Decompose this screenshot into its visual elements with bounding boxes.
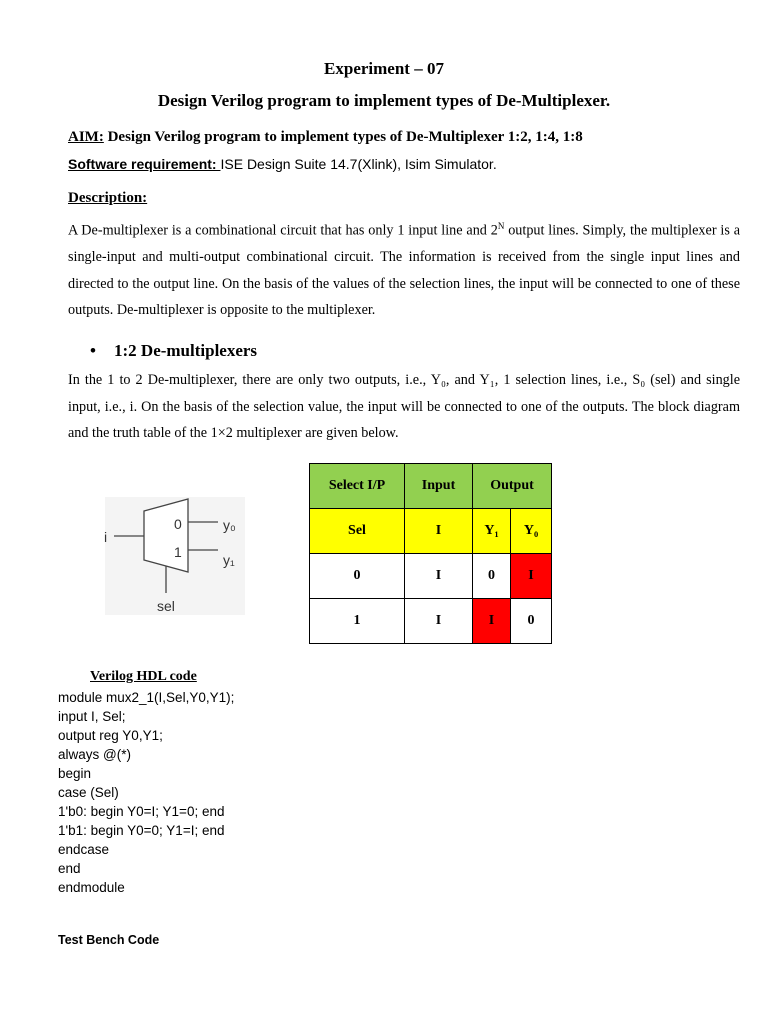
table-cell: I	[405, 554, 473, 599]
description-heading: Description:	[68, 190, 148, 206]
code-line: 1'b1: begin Y0=0; Y1=I; end	[58, 823, 225, 838]
aim-text: Design Verilog program to implement types of De-Multiplexer 1:2, 1:4, 1:8	[103, 129, 583, 145]
port-1-label: 1	[174, 544, 182, 560]
code-line: 1'b0: begin Y0=I; Y1=0; end	[58, 804, 225, 819]
description-text-1: A De-multiplexer is a combinational circuit that has only 1 input line and 2	[68, 222, 498, 239]
table-cell-highlight: I	[473, 599, 511, 644]
aim-line	[68, 129, 583, 146]
table-header-row	[310, 464, 552, 509]
description-superscript: N	[497, 221, 505, 231]
subheader-sel: Sel	[310, 509, 405, 554]
table-cell: 0	[511, 599, 552, 644]
code-line: output reg Y0,Y1;	[58, 728, 163, 743]
section-heading-text: 1:2 De-multiplexers	[114, 341, 258, 360]
port-0-label: 0	[174, 516, 182, 532]
subheader-y1: Y₁	[473, 509, 511, 554]
code-line: begin	[58, 766, 92, 781]
table-cell: I	[405, 599, 473, 644]
code-line: case (Sel)	[58, 785, 119, 800]
software-label: Software requirement:	[68, 156, 221, 172]
description-text-2: output lines. Simply, the multiplexer is a single-input and multi-output combinational circuit. The information is received from the single input lines and directed to the output line. On the basis of the values of the selection lines, the input will be connected to one of these outputs. De-multiplexer is opposite to the multiplexer.	[68, 222, 740, 319]
software-requirement	[68, 156, 497, 172]
output-1-label: y₁	[223, 552, 235, 568]
code-line: end	[58, 861, 81, 876]
table-row	[310, 599, 552, 644]
verilog-code-block	[58, 688, 234, 897]
software-text: ISE Design Suite 14.7(Xlink), Isim Simulator.	[220, 156, 497, 172]
header-output: Output	[473, 464, 552, 509]
demux-body	[144, 499, 188, 572]
code-line: input I, Sel;	[58, 709, 126, 724]
aim-label: AIM:	[68, 129, 104, 145]
table-row	[310, 554, 552, 599]
section-heading-1-2	[90, 341, 257, 361]
table-cell: 0	[473, 554, 511, 599]
verilog-heading: Verilog HDL code	[90, 669, 197, 684]
section-paragraph: In the 1 to 2 De-multiplexer, there are only two outputs, i.e., Y₀, and Y₁, 1 selection lines, i.e., S₀ (sel) and single input, i.e., i. On the basis of the selection value, the input will be connected to one of the outputs. The block diagram and the truth table of the 1×2 multiplexer are given below.	[68, 372, 740, 441]
table-subheader-row	[310, 509, 552, 554]
test-bench-heading: Test Bench Code	[58, 933, 160, 947]
description-paragraph	[68, 213, 740, 324]
truth-table	[309, 463, 552, 644]
subheader-i: I	[405, 509, 473, 554]
header-input: Input	[405, 464, 473, 509]
code-line: module mux2_1(I,Sel,Y0,Y1);	[58, 690, 235, 705]
code-line: endcase	[58, 842, 110, 857]
demux-block-diagram	[100, 493, 250, 617]
code-line: endmodule	[58, 880, 125, 895]
input-label: i	[104, 529, 108, 545]
code-line: always @(*)	[58, 747, 131, 762]
bullet-dot: •	[90, 341, 96, 360]
experiment-title: Experiment – 07	[324, 59, 444, 78]
select-label: sel	[157, 598, 175, 614]
subheader-y0: Y₀	[511, 509, 552, 554]
document-subtitle: Design Verilog program to implement types of De-Multiplexer.	[157, 91, 611, 110]
table-cell: 0	[310, 554, 405, 599]
table-cell: 1	[310, 599, 405, 644]
header-select: Select I/P	[310, 464, 405, 509]
output-0-label: y₀	[223, 517, 236, 533]
table-cell-highlight: I	[511, 554, 552, 599]
